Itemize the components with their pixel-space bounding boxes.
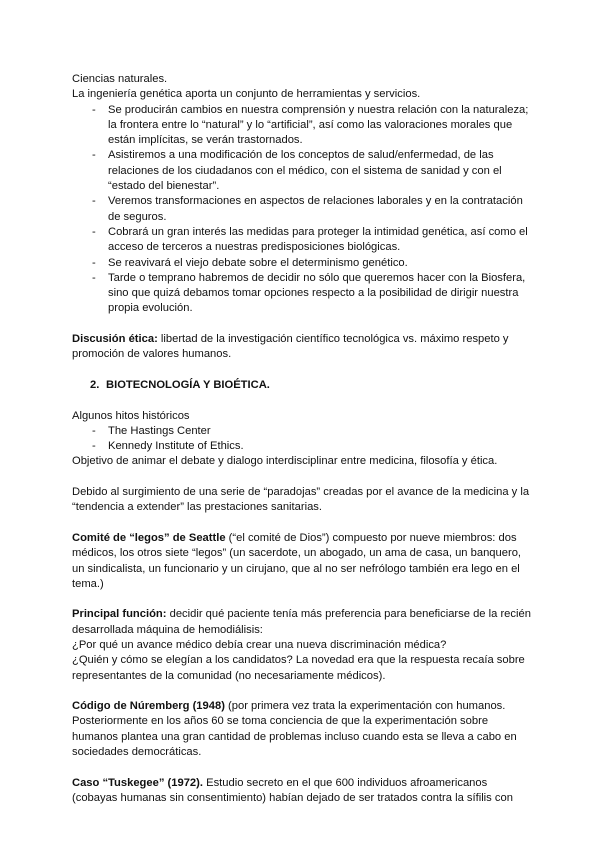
discusion-label: Discusión ética: (72, 333, 158, 346)
hitos-heading: Algunos hitos históricos (72, 409, 190, 422)
section-heading (72, 378, 532, 393)
list-item (72, 424, 532, 439)
section-number: 2. (90, 378, 100, 391)
discusion-etica-paragraph (72, 332, 532, 363)
bullet-text: Se reavivará el viejo debate sobre el determinismo genético. (108, 256, 408, 269)
bullet-dash: - (92, 103, 96, 116)
funcion-question-1: ¿Por qué un avance médico debía crear una nueva discriminación médica? (72, 638, 447, 651)
funcion-paragraph (72, 607, 532, 638)
tuskegee-paragraph (72, 776, 532, 807)
discusion-text: libertad de la investigación científico tecnológica vs. máximo respeto y promoción de valores humanos. (72, 333, 509, 361)
nuremberg-text: (por primera vez trata la experimentación con humanos. Posteriormente en los años 60 se toma conciencia de que la experimentación sobre humanos plantea una gran cantidad de problemas incluso cuando esta se lleva a cabo en sociedades democráticas. (72, 700, 517, 759)
bullet-text: The Hastings Center (108, 424, 211, 437)
list-item (72, 271, 532, 317)
funcion-question-2: ¿Quién y cómo se elegían a los candidatos? La novedad era que la respuesta recaía sobre representantes de la comunidad (no necesariamente médicos). (72, 654, 525, 682)
list-item (72, 103, 532, 149)
funcion-text: decidir qué paciente tenía más preferencia para beneficiarse de la recién desarrollada máquina de hemodiálisis: (72, 608, 531, 636)
bullet-text: Cobrará un gran interés las medidas para proteger la intimidad genética, así como el acceso de terceros a nuestras predisposiciones biológicas. (108, 225, 528, 254)
tuskegee-label: Caso “Tuskegee” (1972). (72, 776, 203, 789)
bullet-dash: - (92, 149, 96, 162)
objetivo-paragraph: Objetivo de animar el debate y dialogo interdisciplinar entre medicina, filosofía y ética. (72, 455, 498, 468)
nuremberg-paragraph (72, 699, 532, 760)
list-item (72, 194, 532, 225)
section-title: BIOTECNOLOGÍA Y BIOÉTICA. (106, 378, 270, 391)
bullet-text: Tarde o temprano habremos de decidir no sólo que queremos hacer con la Biosfera, sino que quizá debamos tomar opciones respecto a la posibilidad de dirigir nuestra propia evolución. (108, 271, 526, 315)
comite-paragraph (72, 531, 532, 592)
paradojas-paragraph: Debido al surgimiento de una serie de “paradojas” creadas por el avance de la medicina y la “tendencia a extender” las prestaciones sanitarias. (72, 486, 530, 514)
tuskegee-text: Estudio secreto en el que 600 individuos afroamericanos (cobayas humanas sin consentimiento) habían dejado de ser tratados contra la sífilis con (72, 776, 513, 804)
bullet-text: Veremos transformaciones en aspectos de relaciones laborales y en la contratación de seguros. (108, 195, 523, 223)
list-item (72, 225, 532, 256)
intro-line-2: La ingeniería genética aporta un conjunto de herramientas y servicios. (72, 88, 421, 101)
list-item (72, 439, 532, 454)
bullet-dash: - (92, 440, 96, 453)
bullet-dash: - (92, 225, 96, 238)
funcion-label: Principal función: (72, 608, 167, 621)
bullet-dash: - (92, 256, 96, 269)
comite-label: Comité de “legos” de Seattle (72, 531, 226, 544)
bullet-text: Kennedy Institute of Ethics. (108, 440, 244, 453)
comite-text: (“el comité de Dios”) compuesto por nueve miembros: dos médicos, los otros siete “legos” (un sacerdote, un abogado, un ama de casa, un banquero, un sindicalista, un funcionario y un cirujano, que al no ser nefrólogo también era lego en el tema.) (72, 531, 522, 590)
bullet-dash: - (92, 271, 96, 284)
list-item (72, 148, 532, 194)
nuremberg-label: Código de Núremberg (1948) (72, 700, 225, 713)
bullet-text: Se producirán cambios en nuestra comprensión y nuestra relación con la naturaleza; la frontera entre lo “natural” y lo “artificial”, así como las valoraciones morales que están implícitas, se verán trastornados. (108, 103, 529, 147)
bullet-text: Asistiremos a una modificación de los conceptos de salud/enfermedad, de las relaciones de los ciudadanos con el médico, con el sistema de sanidad y con el “estado del bienestar”. (108, 149, 502, 193)
bullet-dash: - (92, 424, 96, 437)
intro-bullet-list (72, 103, 532, 317)
bullet-dash: - (92, 195, 96, 208)
document-page (72, 72, 532, 806)
intro-line-1: Ciencias naturales. (72, 73, 168, 85)
list-item (72, 256, 532, 271)
